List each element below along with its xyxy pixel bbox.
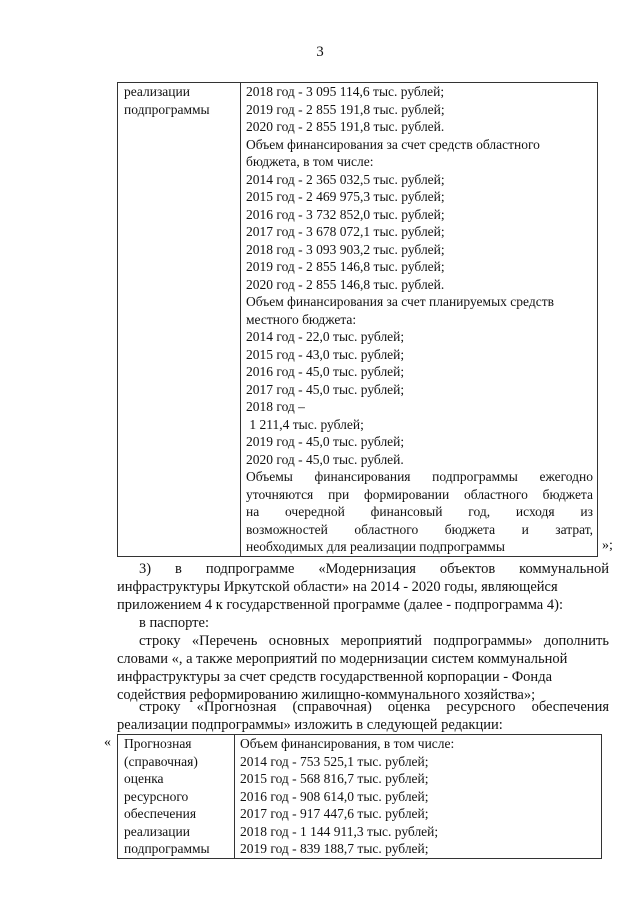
row-label-line: подпрограммы xyxy=(124,841,210,856)
value-line: местного бюджета: xyxy=(246,311,357,327)
value-line: 2018 год - 1 144 911,3 тыс. рублей; xyxy=(240,823,439,839)
funding-table-subprogram-4 xyxy=(117,734,602,859)
value-line: бюджета, в том числе: xyxy=(246,154,374,169)
value-line: 2016 год - 3 732 852,0 тыс. рублей; xyxy=(246,206,445,222)
row-label-line: ресурсного xyxy=(124,788,189,804)
value-line: 2017 год - 917 447,6 тыс. рублей; xyxy=(240,806,429,821)
row-value-cell xyxy=(235,735,602,859)
paragraph-line: строку «Прогнозная (справочная) оценка ресурсного обеспечения xyxy=(139,699,609,715)
row-label-line: Прогнозная xyxy=(124,736,192,751)
row-label-line: обеспечения xyxy=(124,806,197,821)
paragraph-line: содействия реформированию жилищно-коммунального хозяйства»; xyxy=(117,687,536,703)
paragraph-line: 3) в подпрограмме «Модернизация объектов коммунальной xyxy=(139,561,609,577)
paragraph-line: инфраструктуры Иркутской области» на 2014 - 2020 годы, являющейся xyxy=(117,579,558,595)
row-value-cell xyxy=(241,83,598,557)
value-line: 2014 год - 22,0 тыс. рублей; xyxy=(246,329,405,344)
value-line: 2019 год - 45,0 тыс. рублей; xyxy=(246,434,405,449)
value-line: 1 211,4 тыс. рублей; xyxy=(246,416,364,432)
row-label-line: подпрограммы xyxy=(124,101,210,117)
row-label-cell xyxy=(118,735,235,859)
value-line: уточняются при формировании областного бюджета xyxy=(246,486,593,502)
value-line: Объем финансирования, в том числе: xyxy=(240,736,455,751)
value-line: 2019 год - 2 855 146,8 тыс. рублей; xyxy=(246,259,445,274)
table-row xyxy=(118,735,602,859)
value-line: Объемы финансирования подпрограммы ежегодно xyxy=(246,469,593,484)
value-line: 2014 год - 753 525,1 тыс. рублей; xyxy=(240,753,429,769)
value-line: 2019 год - 839 188,7 тыс. рублей; xyxy=(240,841,429,856)
row-label-line: (справочная) xyxy=(124,753,198,769)
table-row xyxy=(118,83,598,557)
opening-quote-mark: « xyxy=(104,735,111,750)
paragraph-subprogram-4 xyxy=(117,560,609,614)
funding-table-subprogram-3 xyxy=(117,82,598,557)
row-label-line: реализации xyxy=(124,823,190,839)
row-label-line: оценка xyxy=(124,771,164,786)
value-line: 2018 год - 3 095 114,6 тыс. рублей; xyxy=(246,84,445,99)
value-line: 2019 год - 2 855 191,8 тыс. рублей; xyxy=(246,101,445,117)
value-line: 2020 год - 45,0 тыс. рублей. xyxy=(246,451,404,467)
value-line: 2015 год - 2 469 975,3 тыс. рублей; xyxy=(246,189,445,204)
paragraph-forecast-row xyxy=(117,698,609,734)
paragraph-line: инфраструктуры за счет средств государственной корпорации - Фонда xyxy=(117,669,553,685)
row-label-cell xyxy=(118,83,241,557)
closing-quote-mark: »; xyxy=(602,538,613,553)
value-line: 2018 год – xyxy=(246,399,305,414)
value-line: 2016 год - 908 614,0 тыс. рублей; xyxy=(240,788,429,804)
paragraph-line: реализации подпрограммы» изложить в следующей редакции: xyxy=(117,717,503,733)
value-line: 2016 год - 45,0 тыс. рублей; xyxy=(246,364,405,379)
value-line: 2015 год - 568 816,7 тыс. рублей; xyxy=(240,771,429,786)
paragraph-line: строку «Перечень основных мероприятий подпрограммы» дополнить xyxy=(139,633,609,649)
page-number: 3 xyxy=(316,44,324,60)
value-line: необходимых для реализации подпрограммы xyxy=(246,539,505,554)
value-line: 2017 год - 45,0 тыс. рублей; xyxy=(246,381,405,397)
row-label-line: реализации xyxy=(124,84,190,99)
value-line: 2020 год - 2 855 146,8 тыс. рублей. xyxy=(246,276,445,292)
value-line: 2020 год - 2 855 191,8 тыс. рублей. xyxy=(246,119,445,134)
paragraph-line: приложением 4 к государственной программе (далее - подпрограмма 4): xyxy=(117,597,563,613)
value-line: 2014 год - 2 365 032,5 тыс. рублей; xyxy=(246,171,445,187)
value-line: 2018 год - 3 093 903,2 тыс. рублей; xyxy=(246,241,445,257)
paragraph-passport xyxy=(117,614,609,632)
value-line: 2015 год - 43,0 тыс. рублей; xyxy=(246,346,405,362)
value-line: Объем финансирования за счет планируемых средств xyxy=(246,294,554,309)
paragraph-line: словами «, а также мероприятий по модернизации систем коммунальной xyxy=(117,651,568,667)
value-line: Объем финансирования за счет средств областного xyxy=(246,136,540,152)
value-line: на очередной финансовый год, исходя из xyxy=(246,504,593,519)
paragraph-measures-list xyxy=(117,632,609,704)
value-line: 2017 год - 3 678 072,1 тыс. рублей; xyxy=(246,224,445,239)
paragraph-line: в паспорте: xyxy=(139,615,209,631)
value-line: возможностей областного бюджета и затрат, xyxy=(246,521,593,537)
